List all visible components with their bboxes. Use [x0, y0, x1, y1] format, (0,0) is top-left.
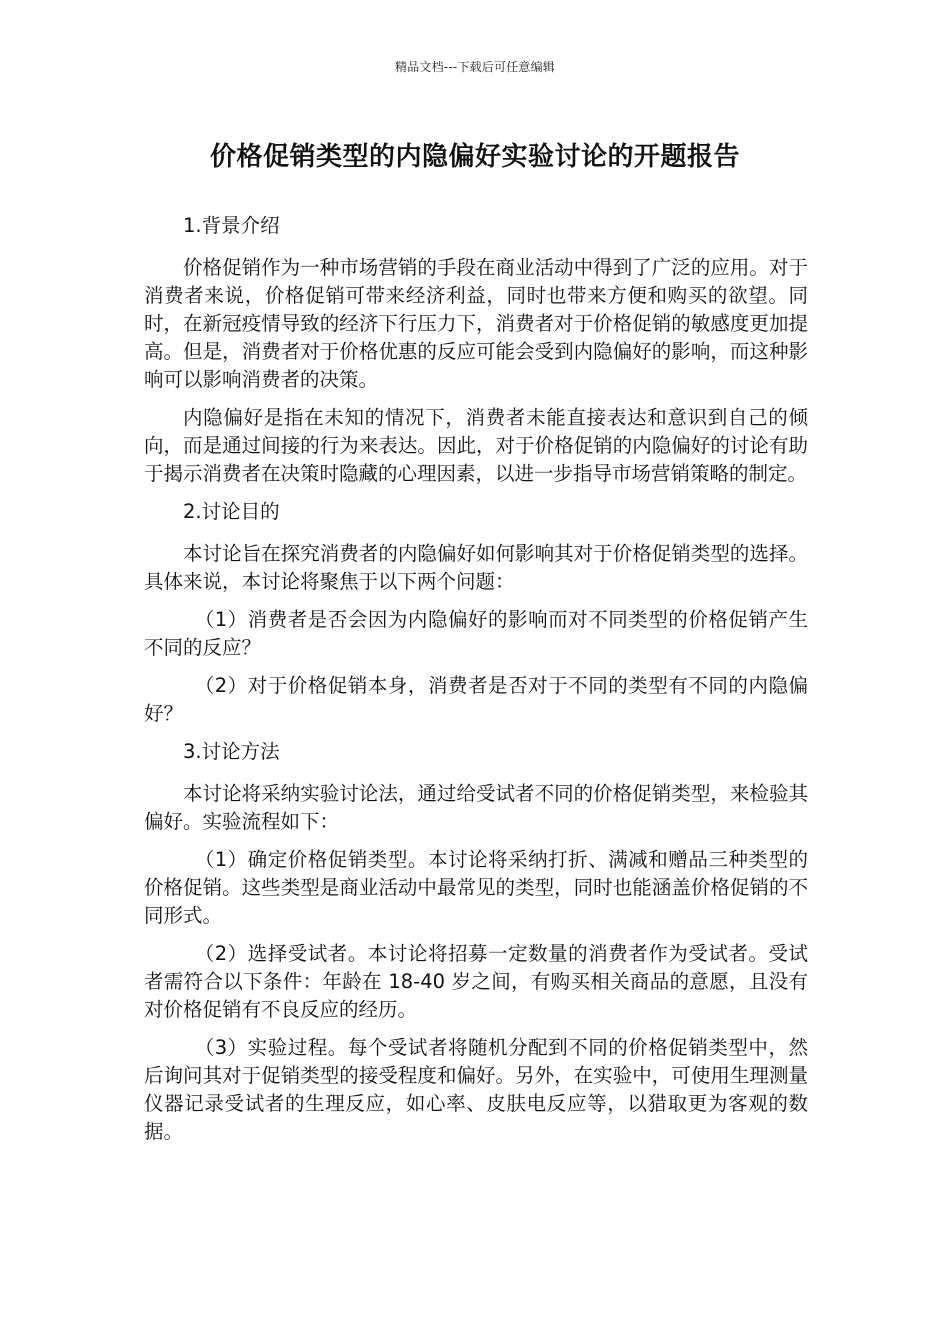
- paragraph-purpose-intro: 本讨论旨在探究消费者的内隐偏好如何影响其对于价格促销类型的选择。具体来说，本讨论将聚焦于以下两个问题：: [144, 542, 808, 593]
- paragraph-background-2: 内隐偏好是指在未知的情况下，消费者未能直接表达和意识到自己的倾向，而是通过间接的行为来表达。因此，对于价格促销的内隐偏好的讨论有助于揭示消费者在决策时隐藏的心理因素，以进一步指导市场营销策略的制定。: [144, 406, 808, 485]
- document-body: [144, 212, 808, 1156]
- section-heading-background: 1.背景介绍: [183, 214, 280, 237]
- method-step-3: （3）实验过程。每个受试者将随机分配到不同的价格促销类型中，然后询问其对于促销类型的接受程度和偏好。另外，在实验中，可使用生理测量仪器记录受试者的生理反应，如心率、皮肤电反应等，以猎取更为客观的数据。: [144, 1036, 808, 1143]
- purpose-question-2: （2）对于价格促销本身，消费者是否对于不同的类型有不同的内隐偏好？: [144, 674, 808, 725]
- method-step-1: （1）确定价格促销类型。本讨论将采纳打折、满减和赠品三种类型的价格促销。这些类型是商业活动中最常见的类型，同时也能涵盖价格促销的不同形式。: [144, 848, 808, 927]
- purpose-question-1: （1）消费者是否会因为内隐偏好的影响而对不同类型的价格促销产生不同的反应？: [144, 608, 808, 659]
- section-heading-method: 3.讨论方法: [183, 740, 280, 763]
- document-title: 价格促销类型的内隐偏好实验讨论的开题报告: [209, 142, 740, 172]
- method-step-2: （2）选择受试者。本讨论将招募一定数量的消费者作为受试者。受试者需符合以下条件：年龄在 18-40 岁之间，有购买相关商品的意愿，且没有对价格促销有不良反应的经历。: [144, 942, 808, 1021]
- section-heading-purpose: 2.讨论目的: [183, 500, 280, 523]
- page-header: 精品文档---下载后可任意编辑: [395, 60, 555, 74]
- paragraph-background-1: 价格促销作为一种市场营销的手段在商业活动中得到了广泛的应用。对于消费者来说，价格促销可带来经济利益，同时也带来方便和购买的欲望。同时，在新冠疫情导致的经济下行压力下，消费者对于价格促销的敏感度更加提高。但是，消费者对于价格优惠的反应可能会受到内隐偏好的影响，而这种影响可以影响消费者的决策。: [144, 256, 808, 391]
- paragraph-method-intro: 本讨论将采纳实验讨论法，通过给受试者不同的价格促销类型，来检验其偏好。实验流程如下：: [144, 782, 808, 833]
